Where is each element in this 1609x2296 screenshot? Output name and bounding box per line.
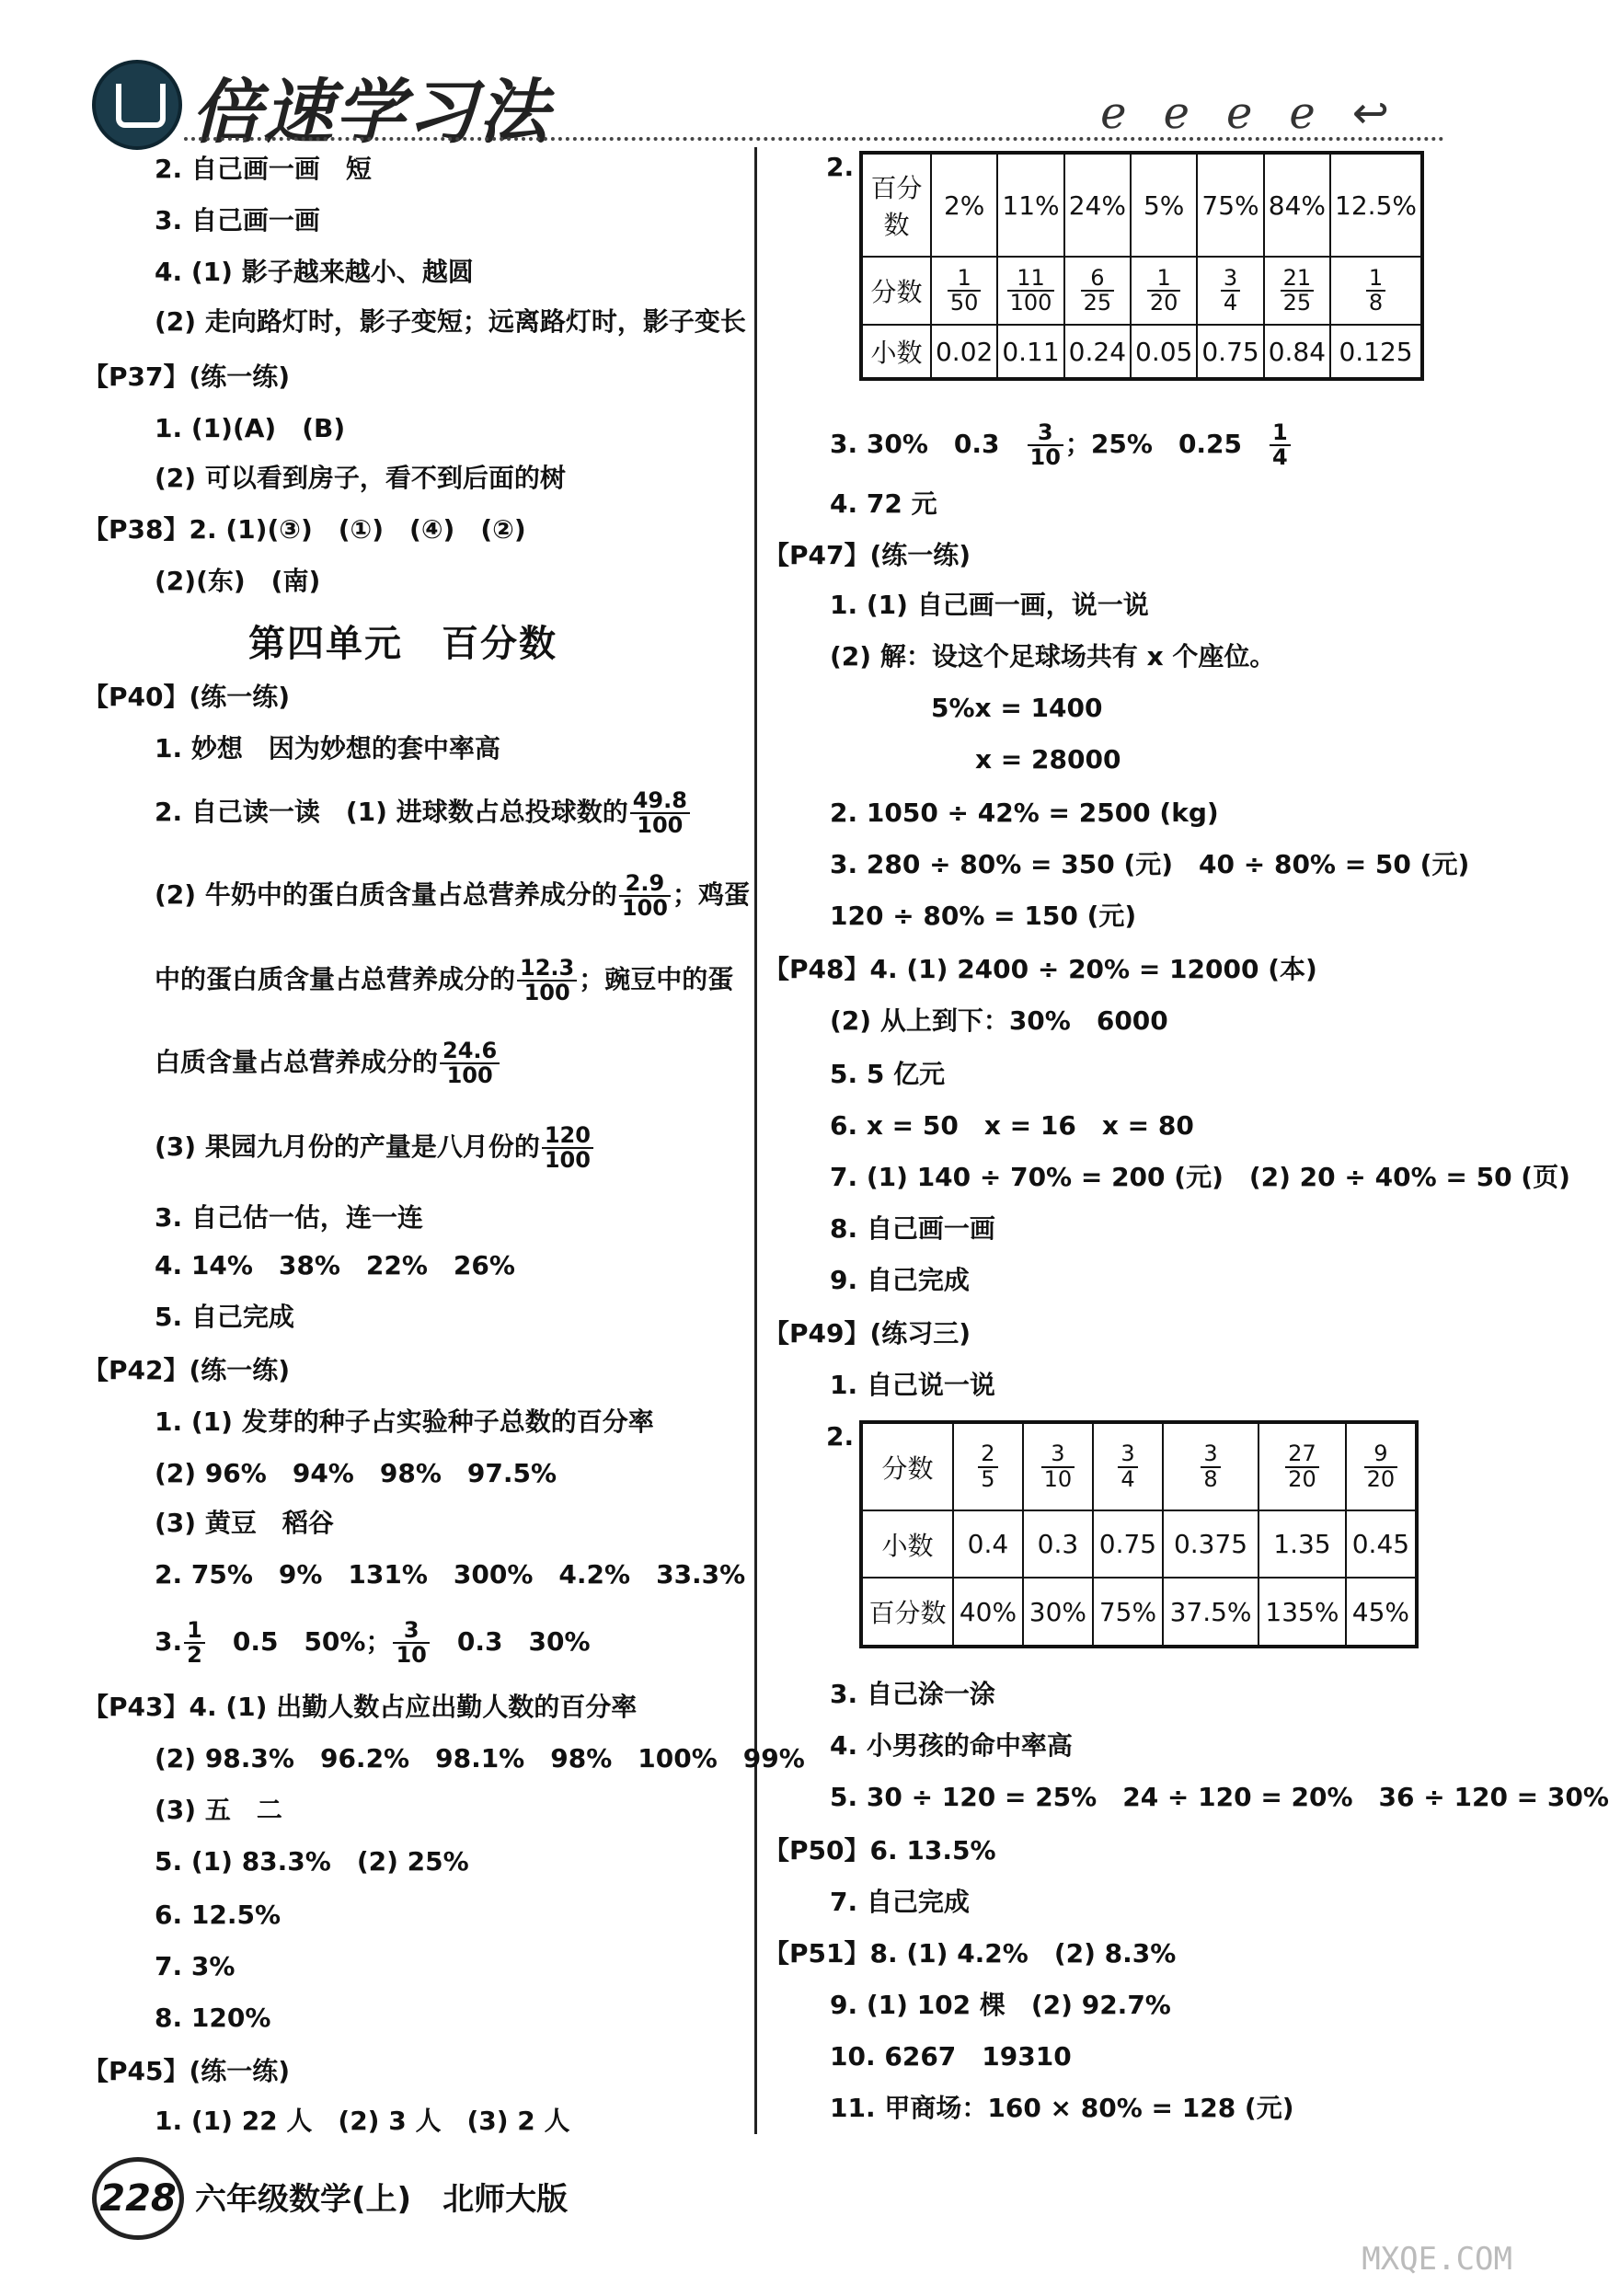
fraction: $\frac{3}{10}$ xyxy=(1028,421,1063,469)
answer-line: (2) 96% 94% 98% 97.5% xyxy=(155,1458,557,1488)
section-heading: 【P43】4. (1) 出勤人数占应出勤人数的百分率 xyxy=(83,1692,638,1722)
table-cell: 0.75 xyxy=(1197,325,1263,379)
table-row xyxy=(861,1578,1417,1647)
section-heading: 【P38】2. (1)(③) (①) (④) (②) xyxy=(83,514,526,545)
table-cell: $\frac{3}{4}$ xyxy=(1197,257,1263,325)
row-header-cell: 分数 xyxy=(861,1422,953,1510)
fraction: $\frac{12.3}{100}$ xyxy=(517,957,577,1004)
section-heading: 【P48】4. (1) 2400 ÷ 20% = 12000 (本) xyxy=(764,954,1317,984)
answer-line: 2. 75% 9% 131% 300% 4.2% 33.3% xyxy=(155,1559,746,1590)
watermark-text: MXQE.COM xyxy=(1362,2241,1512,2278)
answer-line: 3. 自己画一画 xyxy=(155,205,320,235)
row-header-cell: 分数 xyxy=(861,257,931,325)
table-cell: 0.02 xyxy=(931,325,997,379)
answer-line: 7. 3% xyxy=(155,1951,236,1981)
book-title: 六年级数学(上) 北师大版 xyxy=(195,2181,569,2218)
conversion-table xyxy=(859,151,1424,381)
section-heading: 【P40】(练一练) xyxy=(83,682,291,712)
table-row xyxy=(861,1510,1417,1578)
row-header-cell: 小数 xyxy=(861,325,931,379)
fraction: $\frac{1}{2}$ xyxy=(184,1619,205,1667)
fraction: $\frac{1}{4}$ xyxy=(1270,421,1291,469)
table-cell: 24% xyxy=(1064,153,1131,257)
fraction: $\frac{3}{10}$ xyxy=(393,1619,429,1667)
answer-line: (2) 98.3% 96.2% 98.1% 98% 100% 99% xyxy=(155,1743,805,1774)
unit-title: 第四单元 百分数 xyxy=(248,623,557,665)
table-cell: 30% xyxy=(1023,1578,1093,1647)
answer-line: (2)(东) (南) xyxy=(155,566,321,596)
table-cell: 1.35 xyxy=(1258,1510,1346,1578)
answer-line: (2) 从上到下：30% 6000 xyxy=(830,1005,1168,1036)
answer-line: 3. $\frac{1}{2}$ 0.5 50%； $\frac{3}{10}$ 0.3 30% xyxy=(155,1617,591,1669)
fraction: $\frac{49.8}{100}$ xyxy=(630,789,690,837)
table-cell: $\frac{1}{8}$ xyxy=(1330,257,1422,325)
table-cell: 0.45 xyxy=(1346,1510,1417,1578)
table-cell: $\frac{27}{20}$ xyxy=(1258,1422,1346,1510)
answer-line: 1. 妙想 因为妙想的套中率高 xyxy=(155,733,500,763)
table-cell: 75% xyxy=(1093,1578,1163,1647)
table-row xyxy=(861,325,1422,379)
table-cell: $\frac{1}{50}$ xyxy=(931,257,997,325)
section-heading: 【P37】(练一练) xyxy=(83,362,291,392)
answer-line: 1. 自己说一说 xyxy=(830,1370,995,1400)
conversion-table xyxy=(859,1420,1419,1648)
answer-line: 1. (1)(A) (B) xyxy=(155,413,346,443)
answer-line: 3. 自己估一估，连一连 xyxy=(155,1202,423,1233)
answer-line: (2) 走向路灯时，影子变短；远离路灯时，影子变长 xyxy=(155,306,746,337)
fraction: $\frac{120}{100}$ xyxy=(542,1124,593,1172)
answer-line: (2) 解：设这个足球场共有 x 个座位。 xyxy=(830,641,1276,672)
page-header xyxy=(83,51,1444,152)
answer-line: 1. (1) 自己画一画，说一说 xyxy=(830,590,1149,620)
table-cell: 12.5% xyxy=(1330,153,1422,257)
answer-line: 4. (1) 影子越来越小、越圆 xyxy=(155,257,474,287)
table-cell: $\frac{9}{20}$ xyxy=(1346,1422,1417,1510)
answer-line: 1. (1) 22 人 (2) 3 人 (3) 2 人 xyxy=(155,2106,570,2136)
header-dotted-rule xyxy=(184,137,1444,141)
answer-line: 2. 1050 ÷ 42% = 2500 (kg) xyxy=(830,798,1219,828)
row-header-cell: 百分数 xyxy=(861,1578,953,1647)
answer-line: 6. 12.5% xyxy=(155,1900,282,1930)
answer-line: 11. 甲商场：160 × 80% = 128 (元) xyxy=(830,2093,1294,2123)
section-heading: 【P45】(练一练) xyxy=(83,2056,291,2086)
row-header-cell: 百分数 xyxy=(861,153,931,257)
table-cell: 0.84 xyxy=(1264,325,1330,379)
table-row xyxy=(861,257,1422,325)
item-number: 2. xyxy=(826,152,855,182)
answer-line: 2. 自己画一画 短 xyxy=(155,154,372,184)
row-header-cell: 小数 xyxy=(861,1510,953,1578)
column-divider xyxy=(754,147,757,2134)
answer-line: 10. 6267 19310 xyxy=(830,2041,1072,2072)
answer-line: 白质含量占总营养成分的 $\frac{24.6}{100}$ xyxy=(155,1039,501,1087)
table-cell: 45% xyxy=(1346,1578,1417,1647)
section-heading: 【P50】6. 13.5% xyxy=(764,1835,996,1866)
answer-line: 5. (1) 83.3% (2) 25% xyxy=(155,1846,469,1877)
answer-line: 5. 30 ÷ 120 = 25% 24 ÷ 120 = 20% 36 ÷ 120 = 30% xyxy=(830,1782,1609,1812)
answer-line: (3) 果园九月份的产量是八月份的 $\frac{120}{100}$ xyxy=(155,1124,595,1172)
table-cell: $\frac{1}{20}$ xyxy=(1131,257,1197,325)
answer-line: 3. 自己涂一涂 xyxy=(830,1679,995,1709)
answer-line: 8. 120% xyxy=(155,2003,271,2033)
table-cell: 0.375 xyxy=(1163,1510,1258,1578)
table-cell: 0.4 xyxy=(953,1510,1023,1578)
answer-line: 7. 自己完成 xyxy=(830,1887,970,1917)
series-title: 倍速学习法 xyxy=(191,71,550,153)
page-number: 228 xyxy=(92,2157,184,2240)
fraction: $\frac{24.6}{100}$ xyxy=(440,1039,500,1087)
answer-line: (2) 可以看到房子，看不到后面的树 xyxy=(155,463,566,493)
section-heading: 【P49】(练习三) xyxy=(764,1318,971,1349)
table-cell: 37.5% xyxy=(1163,1578,1258,1647)
answer-line: (3) 五 二 xyxy=(155,1795,282,1825)
equation-line: 5%x = 1400 xyxy=(931,693,1103,723)
table-cell: 75% xyxy=(1197,153,1263,257)
table-cell: $\frac{6}{25}$ xyxy=(1064,257,1131,325)
answer-line: 7. (1) 140 ÷ 70% = 200 (元) (2) 20 ÷ 40% = 50 (页) xyxy=(830,1162,1570,1192)
table-row xyxy=(861,1422,1417,1510)
table-cell: $\frac{11}{100}$ xyxy=(997,257,1063,325)
page-footer xyxy=(92,2157,644,2240)
table-cell: $\frac{21}{25}$ xyxy=(1264,257,1330,325)
table-cell: 84% xyxy=(1264,153,1330,257)
fraction: $\frac{2.9}{100}$ xyxy=(619,872,671,920)
answer-line: 2. 自己读一读 (1) 进球数占总投球数的 $\frac{49.8}{100}$ xyxy=(155,789,692,837)
table-cell: 0.125 xyxy=(1330,325,1422,379)
table-cell: 0.05 xyxy=(1131,325,1197,379)
answer-line: 3. 30% 0.3 $\frac{3}{10}$ ；25% 0.25 $\frac{1}{4}$ xyxy=(830,421,1293,469)
table-cell: 0.11 xyxy=(997,325,1063,379)
answer-line: 6. x = 50 x = 16 x = 80 xyxy=(830,1110,1194,1141)
table-cell: $\frac{3}{4}$ xyxy=(1093,1422,1163,1510)
answer-line: 3. 280 ÷ 80% = 350 (元) 40 ÷ 80% = 50 (元) xyxy=(830,849,1470,879)
table-cell: 0.24 xyxy=(1064,325,1131,379)
section-heading: 【P47】(练一练) xyxy=(764,540,971,570)
answer-line: 1. (1) 发芽的种子占实验种子总数的百分率 xyxy=(155,1406,654,1437)
answer-line: (3) 黄豆 稻谷 xyxy=(155,1508,334,1538)
answer-line: 9. 自己完成 xyxy=(830,1265,970,1295)
answer-line: 中的蛋白质含量占总营养成分的 $\frac{12.3}{100}$ ；豌豆中的蛋 xyxy=(155,955,734,1006)
table-cell: 0.3 xyxy=(1023,1510,1093,1578)
item-number: 2. xyxy=(826,1421,855,1452)
answer-line: 8. 自己画一画 xyxy=(830,1213,995,1244)
answer-line: 5. 自己完成 xyxy=(155,1302,294,1332)
section-heading: 【P51】8. (1) 4.2% (2) 8.3% xyxy=(764,1938,1177,1969)
table-row xyxy=(861,153,1422,257)
book-logo-icon xyxy=(92,60,182,150)
table-cell: 40% xyxy=(953,1578,1023,1647)
table-cell: 2% xyxy=(931,153,997,257)
table-cell: $\frac{3}{8}$ xyxy=(1163,1422,1258,1510)
table-cell: $\frac{2}{5}$ xyxy=(953,1422,1023,1510)
answer-line: (2) 牛奶中的蛋白质含量占总营养成分的 $\frac{2.9}{100}$ ；鸡蛋 xyxy=(155,870,750,922)
section-heading: 【P42】(练一练) xyxy=(83,1355,291,1385)
table-cell: 11% xyxy=(997,153,1063,257)
answer-line: 9. (1) 102 棵 (2) 92.7% xyxy=(830,1990,1171,2020)
answer-line: 5. 5 亿元 xyxy=(830,1059,946,1089)
equation-line: x = 28000 xyxy=(975,744,1121,775)
answer-line: 4. 72 元 xyxy=(830,488,937,519)
answer-line: 120 ÷ 80% = 150 (元) xyxy=(830,901,1137,931)
table-cell: $\frac{3}{10}$ xyxy=(1023,1422,1093,1510)
decorative-swirls: ℯℯℯℯ↩ xyxy=(1100,87,1426,139)
answer-line: 4. 小男孩的命中率高 xyxy=(830,1730,1073,1761)
table-cell: 0.75 xyxy=(1093,1510,1163,1578)
answer-line: 4. 14% 38% 22% 26% xyxy=(155,1250,515,1280)
table-cell: 5% xyxy=(1131,153,1197,257)
table-cell: 135% xyxy=(1258,1578,1346,1647)
